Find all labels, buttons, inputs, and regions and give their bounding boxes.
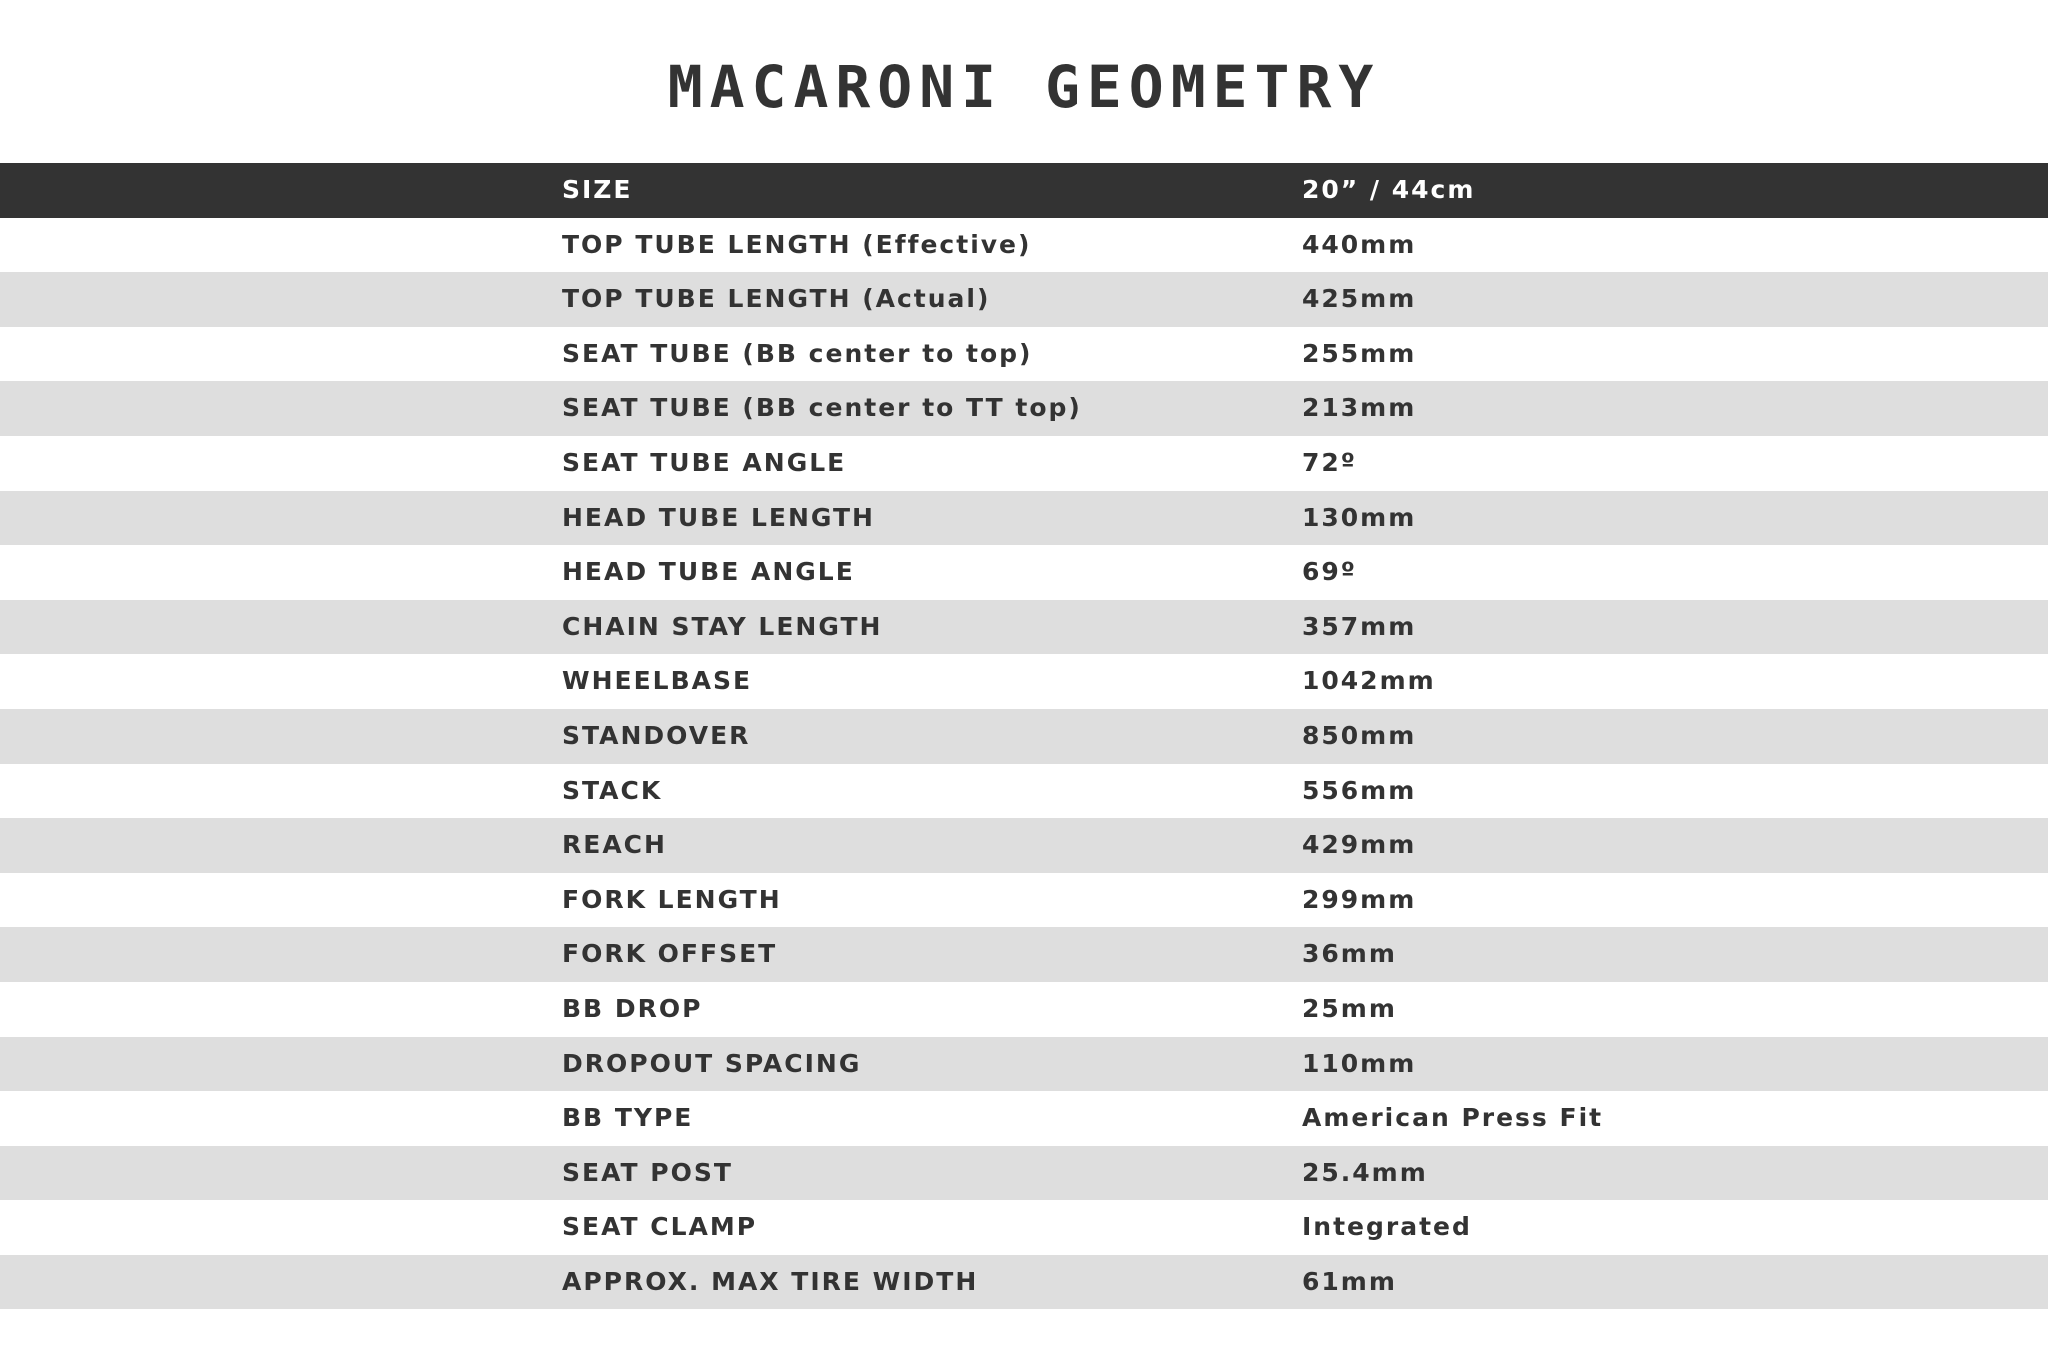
table-row	[0, 1091, 2048, 1146]
row-value: 429mm	[1302, 830, 1417, 860]
table-row	[0, 218, 2048, 273]
row-value: 299mm	[1302, 884, 1417, 914]
row-label: TOP TUBE LENGTH (Effective)	[562, 229, 1032, 259]
row-value: 61mm	[1302, 1266, 1397, 1296]
row-value: 130mm	[1302, 502, 1417, 532]
row-label: FORK LENGTH	[562, 884, 782, 914]
table-row	[0, 1146, 2048, 1201]
table-row	[0, 1037, 2048, 1092]
row-value: American Press Fit	[1302, 1103, 1604, 1133]
table-row	[0, 818, 2048, 873]
row-value: 110mm	[1302, 1048, 1417, 1078]
table-row	[0, 927, 2048, 982]
table-row	[0, 272, 2048, 327]
row-label: REACH	[562, 830, 667, 860]
row-value: 556mm	[1302, 775, 1417, 805]
table-row	[0, 327, 2048, 382]
table-row	[0, 764, 2048, 819]
row-value: 440mm	[1302, 229, 1417, 259]
geometry-table	[0, 163, 2048, 1309]
table-row	[0, 600, 2048, 655]
table-row	[0, 1255, 2048, 1310]
row-label: SEAT TUBE ANGLE	[562, 447, 847, 477]
table-row	[0, 1200, 2048, 1255]
row-value: 357mm	[1302, 611, 1417, 641]
row-value: 69º	[1302, 557, 1357, 587]
table-header-row	[0, 163, 2048, 218]
row-label: SEAT POST	[562, 1157, 733, 1187]
page-title: MACARONI GEOMETRY	[667, 53, 1381, 121]
row-value: 25mm	[1302, 993, 1397, 1023]
row-label: STANDOVER	[562, 720, 751, 750]
table-row	[0, 491, 2048, 546]
row-value: 850mm	[1302, 720, 1417, 750]
row-label: APPROX. MAX TIRE WIDTH	[562, 1266, 979, 1296]
row-label: HEAD TUBE ANGLE	[562, 557, 855, 587]
header-label: SIZE	[562, 175, 633, 204]
row-value: 25.4mm	[1302, 1157, 1428, 1187]
row-label: SEAT TUBE (BB center to top)	[562, 338, 1033, 368]
table-row	[0, 545, 2048, 600]
row-label: CHAIN STAY LENGTH	[562, 611, 883, 641]
row-label: SEAT TUBE (BB center to TT top)	[562, 393, 1082, 423]
row-label: TOP TUBE LENGTH (Actual)	[562, 284, 991, 314]
row-value: 1042mm	[1302, 666, 1436, 696]
table-row	[0, 436, 2048, 491]
table-row	[0, 982, 2048, 1037]
row-label: HEAD TUBE LENGTH	[562, 502, 875, 532]
row-value: 255mm	[1302, 338, 1417, 368]
table-row	[0, 654, 2048, 709]
row-label: SEAT CLAMP	[562, 1212, 758, 1242]
row-label: STACK	[562, 775, 663, 805]
table-row	[0, 709, 2048, 764]
row-label: BB TYPE	[562, 1103, 694, 1133]
row-value: Integrated	[1302, 1212, 1472, 1242]
row-label: BB DROP	[562, 993, 703, 1023]
row-value: 213mm	[1302, 393, 1417, 423]
header-value: 20” / 44cm	[1302, 175, 1476, 204]
row-label: WHEELBASE	[562, 666, 753, 696]
row-value: 425mm	[1302, 284, 1417, 314]
row-value: 72º	[1302, 447, 1357, 477]
table-row	[0, 873, 2048, 928]
row-label: FORK OFFSET	[562, 939, 778, 969]
row-value: 36mm	[1302, 939, 1397, 969]
row-label: DROPOUT SPACING	[562, 1048, 862, 1078]
table-row	[0, 381, 2048, 436]
